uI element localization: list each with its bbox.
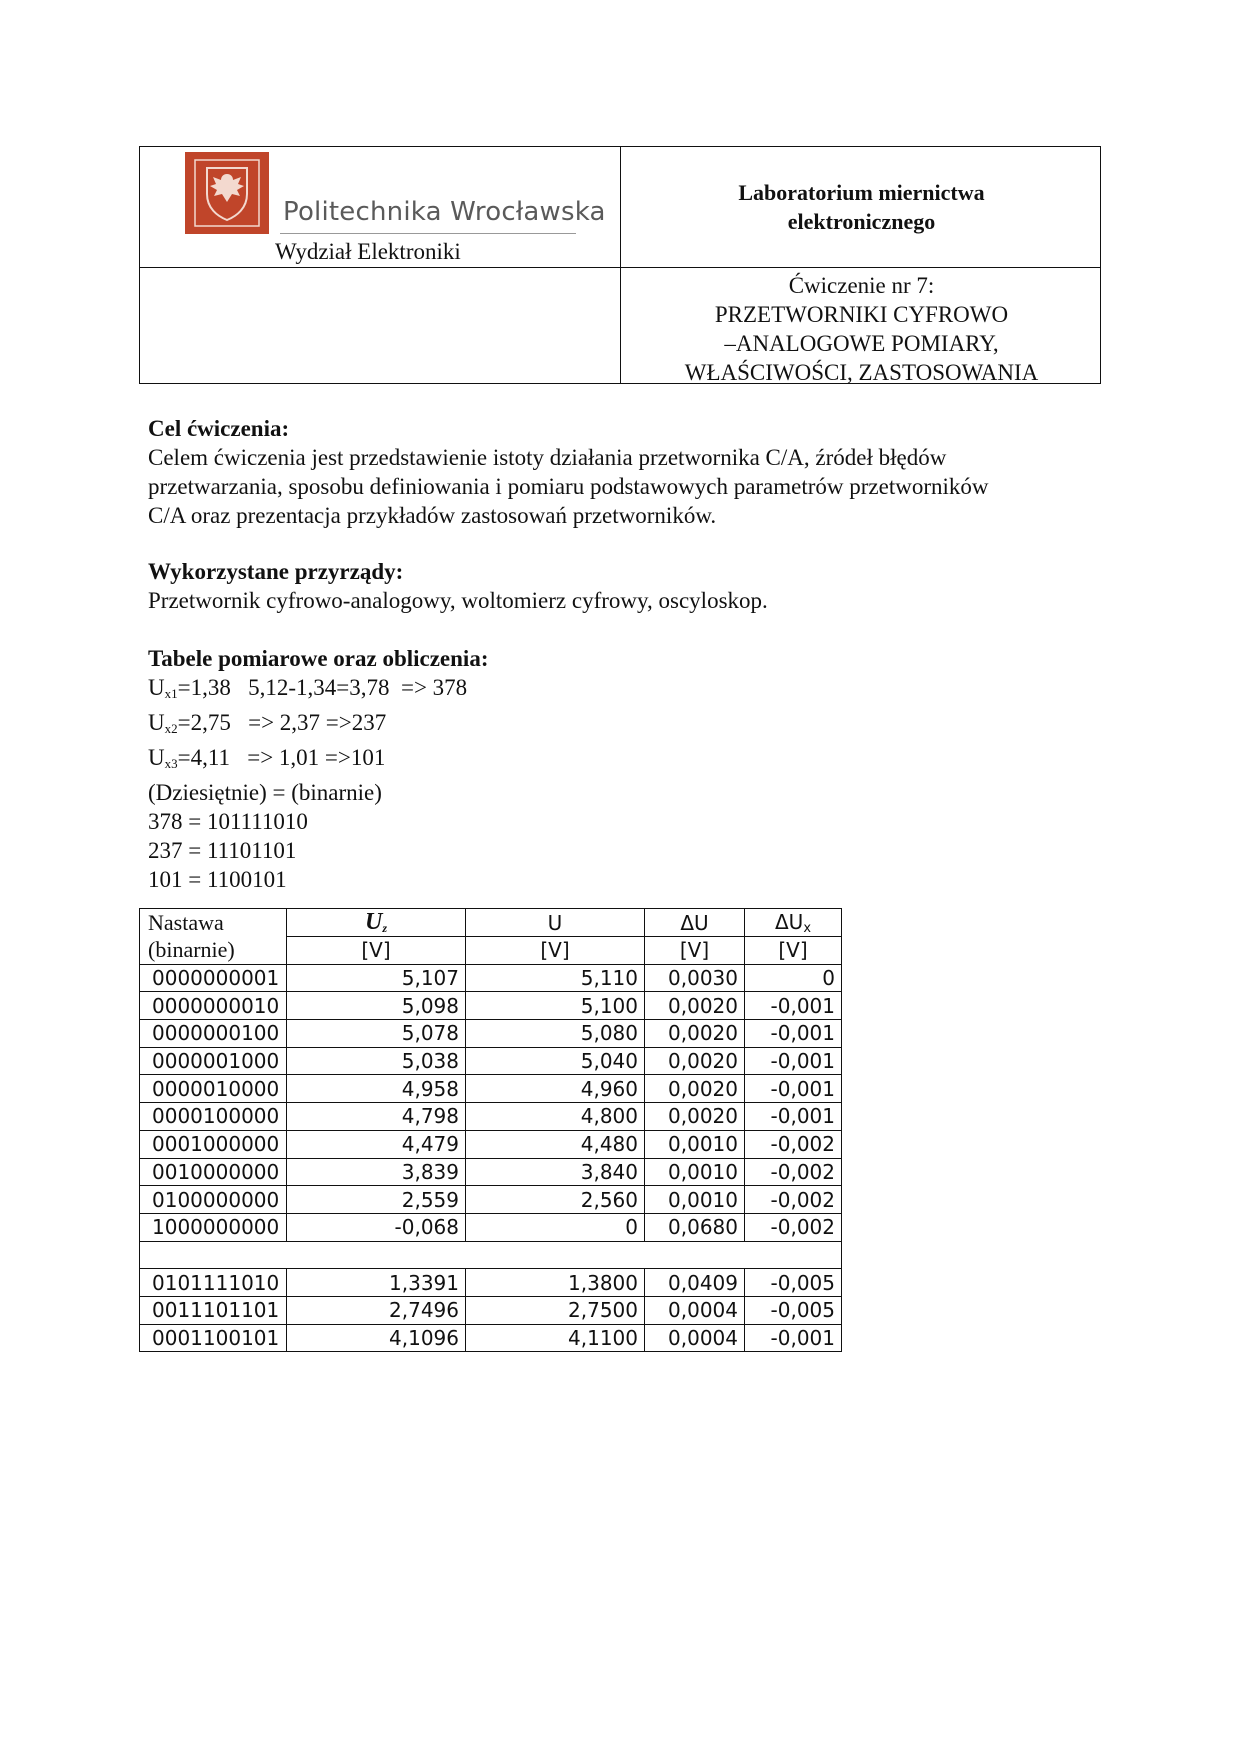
table-row [140, 1020, 842, 1048]
header-binarnie: (binarnie) [140, 937, 287, 965]
cell-uz: 5,038 [287, 1047, 466, 1075]
cell-u: 4,800 [466, 1103, 645, 1131]
cell-delta-u: 0,0020 [645, 1075, 745, 1103]
cell-delta-ux: -0,002 [745, 1130, 842, 1158]
university-name: Politechnika Wrocławska [283, 197, 606, 227]
goal-section [148, 414, 989, 530]
cell-uz: 4,798 [287, 1103, 466, 1131]
ux3-line: $U_{x3}=4,11 => 1,01 =>101$ [148, 745, 386, 771]
table-row [140, 1047, 842, 1075]
table-row [140, 1103, 842, 1131]
conversion-header-line: (Dziesiętnie) = (binarnie) [148, 780, 382, 805]
cell-uz: 5,078 [287, 1020, 466, 1048]
ux2-line: $U_{x2}=2,75 => 2,37 =>237$ [148, 710, 387, 736]
table-row [140, 1213, 842, 1241]
cell-delta-u: 0,0020 [645, 1047, 745, 1075]
cell-delta-ux: -0,005 [745, 1296, 842, 1324]
cell-delta-ux: -0,001 [745, 1075, 842, 1103]
cell-delta-ux: -0,002 [745, 1213, 842, 1241]
cell-nastawa: 0011101101 [140, 1296, 287, 1324]
cell-delta-u: 0,0020 [645, 1020, 745, 1048]
table-header-row [140, 909, 842, 937]
exercise-title [621, 268, 1102, 387]
conversion-378-line: 378 = 101111010 [148, 809, 308, 834]
cell-delta-ux: -0,005 [745, 1269, 842, 1297]
conversion-101-line: 101 = 1100101 [148, 867, 287, 892]
cell-delta-ux: -0,001 [745, 1047, 842, 1075]
exercise-line-4: WŁAŚCIWOŚCI, ZASTOSOWANIA [684, 360, 1039, 385]
cell-u: 4,1100 [466, 1324, 645, 1352]
cell-delta-ux: 0 [745, 964, 842, 992]
instruments-section [148, 557, 768, 615]
cell-nastawa: 0000001000 [140, 1047, 287, 1075]
cell-nastawa: 1000000000 [140, 1213, 287, 1241]
cell-nastawa: 0000010000 [140, 1075, 287, 1103]
goal-line-3: C/A oraz prezentacja przykładów zastosowań przetworników. [148, 503, 717, 528]
table-units-row [140, 937, 842, 965]
goal-line-2: przetwarzania, sposobu definiowania i pomiaru podstawowych parametrów przetworników [148, 474, 989, 499]
cell-delta-u: 0,0030 [645, 964, 745, 992]
header-uz: $U_z$ [287, 909, 466, 937]
faculty-name: Wydział Elektroniki [275, 239, 461, 264]
cell-delta-ux: -0,002 [745, 1158, 842, 1186]
exercise-line-3: –ANALOGOWE POMIARY, [724, 331, 999, 356]
cell-uz: -0,068 [287, 1213, 466, 1241]
cell-uz: 2,7496 [287, 1296, 466, 1324]
goal-line-1: Celem ćwiczenia jest przedstawienie istoty działania przetwornika C/A, źródeł błędów [148, 445, 947, 470]
cell-u: 1,3800 [466, 1269, 645, 1297]
cell-delta-ux: -0,002 [745, 1186, 842, 1214]
cell-uz: 1,3391 [287, 1269, 466, 1297]
cell-delta-u: 0,0010 [645, 1130, 745, 1158]
exercise-line-2: PRZETWORNIKI CYFROWO [714, 302, 1009, 327]
cell-nastawa: 0001100101 [140, 1324, 287, 1352]
table-row [140, 1324, 842, 1352]
cell-delta-u: 0,0020 [645, 992, 745, 1020]
goal-heading: Cel ćwiczenia: [148, 416, 290, 441]
cell-nastawa: 0100000000 [140, 1186, 287, 1214]
cell-u: 2,560 [466, 1186, 645, 1214]
table-row [140, 1075, 842, 1103]
table-row [140, 964, 842, 992]
cell-delta-u: 0,0004 [645, 1324, 745, 1352]
cell-delta-u: 0,0004 [645, 1296, 745, 1324]
cell-uz: 5,107 [287, 964, 466, 992]
university-logo-icon [185, 152, 269, 234]
table-row [140, 1130, 842, 1158]
cell-delta-u: 0,0020 [645, 1103, 745, 1131]
cell-nastawa: 0001000000 [140, 1130, 287, 1158]
table-row [140, 1186, 842, 1214]
cell-uz: 2,559 [287, 1186, 466, 1214]
cell-delta-u: 0,0010 [645, 1186, 745, 1214]
cell-nastawa: 0000000001 [140, 964, 287, 992]
cell-delta-u: 0,0010 [645, 1158, 745, 1186]
cell-delta-ux: -0,001 [745, 1324, 842, 1352]
cell-delta-u: 0,0680 [645, 1213, 745, 1241]
cell-nastawa: 0000000100 [140, 1020, 287, 1048]
lab-title-line-2: elektronicznego [787, 209, 936, 234]
header-nastawa: Nastawa [140, 909, 287, 937]
calculations-section [148, 644, 489, 894]
cell-u: 4,960 [466, 1075, 645, 1103]
cell-u: 2,7500 [466, 1296, 645, 1324]
unit-u: [V] [466, 937, 645, 965]
instruments-line: Przetwornik cyfrowo-analogowy, woltomierz cyfrowy, oscyloskop. [148, 588, 768, 613]
cell-u: 5,080 [466, 1020, 645, 1048]
unit-delta-u: [V] [645, 937, 745, 965]
cell-u: 5,110 [466, 964, 645, 992]
cell-delta-ux: -0,001 [745, 1103, 842, 1131]
cell-delta-u: 0,0409 [645, 1269, 745, 1297]
cell-uz: 3,839 [287, 1158, 466, 1186]
header-u: U [466, 909, 645, 937]
conversion-237-line: 237 = 11101101 [148, 838, 297, 863]
table-spacer-row [140, 1241, 842, 1269]
unit-uz: [V] [287, 937, 466, 965]
cell-nastawa: 0010000000 [140, 1158, 287, 1186]
lab-title [621, 147, 1102, 267]
university-name-underline [280, 233, 576, 234]
header-table [139, 146, 1101, 384]
cell-uz: 4,958 [287, 1075, 466, 1103]
instruments-heading: Wykorzystane przyrządy: [148, 559, 404, 584]
lab-title-line-1: Laboratorium miernictwa [738, 180, 985, 205]
ux1-line: $U_{x1}=1,38$ 5,12-1,34=3,78 => 378 [148, 675, 468, 701]
table-row [140, 1269, 842, 1297]
calculations-heading: Tabele pomiarowe oraz obliczenia: [148, 646, 489, 671]
table-row [140, 992, 842, 1020]
cell-u: 0 [466, 1213, 645, 1241]
cell-uz: 5,098 [287, 992, 466, 1020]
header-delta-u: ΔU [645, 909, 745, 937]
cell-nastawa: 0000000010 [140, 992, 287, 1020]
exercise-line-1: Ćwiczenie nr 7: [788, 273, 935, 298]
spacer-cell [140, 1241, 842, 1269]
unit-delta-ux: [V] [745, 937, 842, 965]
cell-u: 5,100 [466, 992, 645, 1020]
table-row [140, 1296, 842, 1324]
cell-nastawa: 0101111010 [140, 1269, 287, 1297]
table-row [140, 1158, 842, 1186]
cell-uz: 4,1096 [287, 1324, 466, 1352]
cell-u: 4,480 [466, 1130, 645, 1158]
header-delta-ux: $\Delta U_x$ [745, 909, 842, 937]
cell-u: 3,840 [466, 1158, 645, 1186]
cell-nastawa: 0000100000 [140, 1103, 287, 1131]
cell-delta-ux: -0,001 [745, 1020, 842, 1048]
cell-delta-ux: -0,001 [745, 992, 842, 1020]
cell-uz: 4,479 [287, 1130, 466, 1158]
measurement-table [139, 908, 842, 1352]
cell-u: 5,040 [466, 1047, 645, 1075]
